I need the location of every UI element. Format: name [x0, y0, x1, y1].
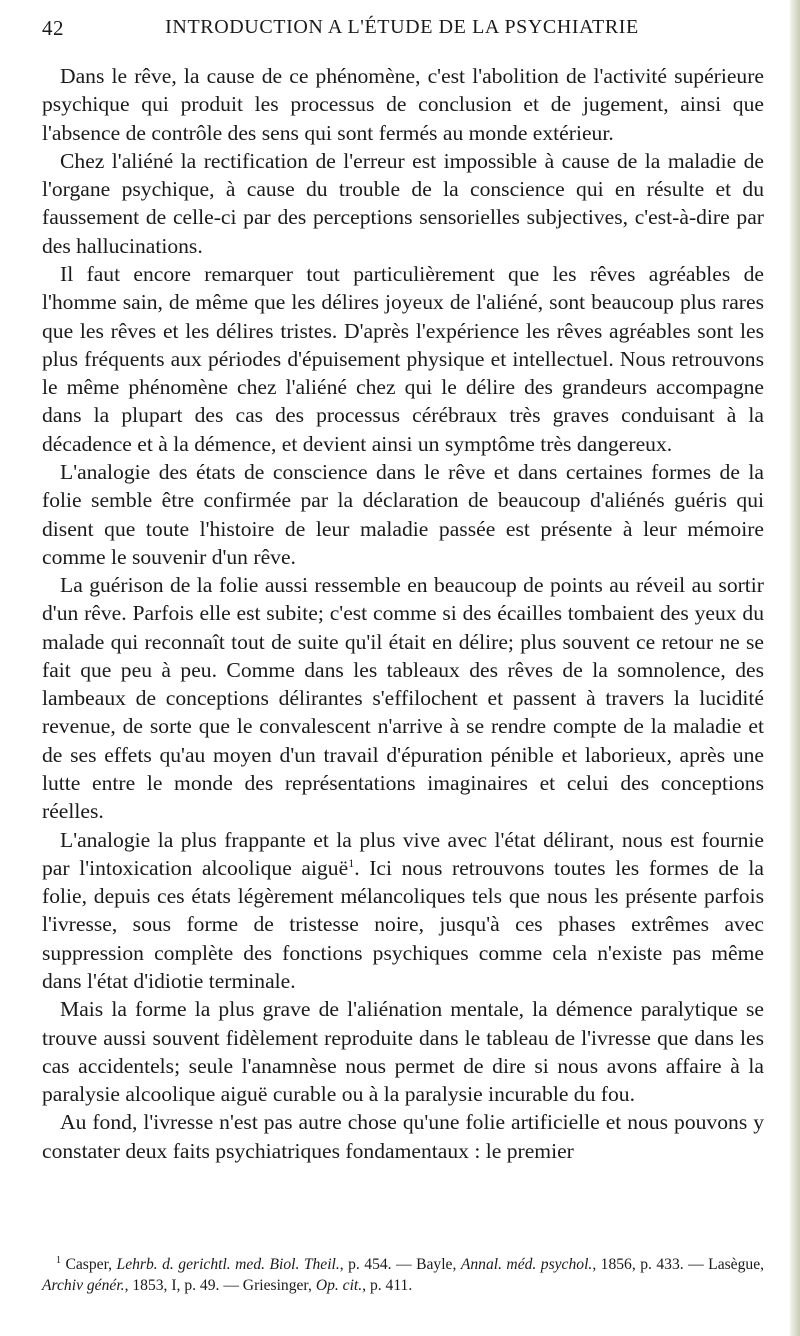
paragraph-text: L'analogie la plus frappante et la plus vive avec l'état délirant, nous est fournie par l'intoxication alcoolique aiguë	[42, 827, 764, 880]
paragraph: Au fond, l'ivresse n'est pas autre chose qu'une folie artificielle et nous pouvons y constater deux faits psychiatriques fondamentaux : le premier	[42, 1110, 764, 1163]
citation-text: Casper,	[65, 1256, 117, 1273]
footnote-marker: 1	[56, 1254, 61, 1266]
citation-text: , p. 411.	[362, 1277, 413, 1294]
paragraph: Mais la forme la plus grave de l'aliénation mentale, la démence paralytique se trouve aussi souvent fidèlement reproduite dans le tableau de l'ivresse que dans les cas accidentels; seule l'anamnèse nous permet de dire si nous avons affaire à la paralysie alcoolique aiguë curable ou à la paralysie incurable du fou.	[42, 997, 764, 1107]
paragraph-text: . Ici nous retrouvons toutes les formes de la folie, depuis ces états légèrement mélancoliques tels que nous les présente parfois l'ivresse, sous forme de tristesse noire, jusqu'à ces phases extrêmes avec suppression complète des fonctions psychiques comme cela n'existe pas même dans l'état d'idiotie terminale.	[42, 855, 764, 993]
citation-text: , p. 454. — Bayle,	[339, 1256, 461, 1273]
body-text	[42, 62, 764, 1165]
paragraph: Chez l'aliéné la rectification de l'erreur est impossible à cause de la maladie de l'organe psychique, à cause du trouble de la conscience qui en résulte et du faussement de celle-ci par des perceptions sensorielles subjectives, c'est-à-dire par des hallucinations.	[42, 148, 764, 258]
running-title: INTRODUCTION A L'ÉTUDE DE LA PSYCHIATRIE	[165, 16, 639, 38]
citation-title: Op. cit.	[315, 1277, 363, 1294]
page-edge	[790, 0, 800, 1336]
citation-text: , 1853, I, p. 49. — Griesinger,	[124, 1277, 316, 1294]
citation-text: , 1856, p. 433. — Lasègue,	[592, 1256, 765, 1273]
footnote-marker: 1	[348, 855, 355, 870]
page-number: 42	[42, 16, 64, 40]
paragraph: L'analogie des états de conscience dans le rêve et dans certaines formes de la folie semble être confirmée par la déclaration de beaucoup d'aliénés guéris qui disent que toute l'histoire de leur maladie passée est présente à leur mémoire comme le souvenir d'un rêve.	[42, 459, 764, 569]
paragraph: Il faut encore remarquer tout particulièrement que les rêves agréables de l'homme sain, de même que les délires joyeux de l'aliéné, sont beaucoup plus rares que les rêves et les délires tristes. D'après l'expérience les rêves agréables sont les plus fréquents aux périodes d'épuisement physique et intellectuel. Nous retrouvons le même phénomène chez l'aliéné chez qui le délire des grandeurs accompagne dans la plupart des cas des processus cérébraux très graves conduisant à la décadence et à la démence, et devient ainsi un symptôme très dangereux.	[42, 261, 764, 456]
footnote	[42, 1254, 764, 1296]
paragraph	[42, 826, 764, 996]
citation-title: Archiv génér.	[42, 1277, 125, 1294]
paragraph: Dans le rêve, la cause de ce phénomène, c'est l'abolition de l'activité supérieure psychique qui produit les processus de conclusion et de jugement, ainsi que l'absence de contrôle des sens qui sont fermés au monde extérieur.	[42, 64, 764, 145]
citation-title: Lehrb. d. gerichtl. med. Biol. Theil.	[116, 1256, 340, 1273]
paragraph: La guérison de la folie aussi ressemble en beaucoup de points au réveil au sortir d'un rêve. Parfois elle est subite; c'est comme si des écailles tombaient des yeux du malade qui reconnaît tout de suite qu'il était en délire; plus souvent ce retour ne se fait que peu à peu. Comme dans les tableaux des rêves de la somnolence, des lambeaux de conceptions délirantes s'effilochent et passent à travers la lucidité revenue, de sorte que le convalescent n'arrive à se rendre compte de la maladie et de ses effets qu'au moyen d'un travail d'épuration pénible et laborieux, après une lutte entre le monde des représentations imaginaires et celui des conceptions réelles.	[42, 573, 764, 824]
page-header	[42, 14, 762, 44]
citation-title: Annal. méd. psychol.	[460, 1256, 593, 1273]
